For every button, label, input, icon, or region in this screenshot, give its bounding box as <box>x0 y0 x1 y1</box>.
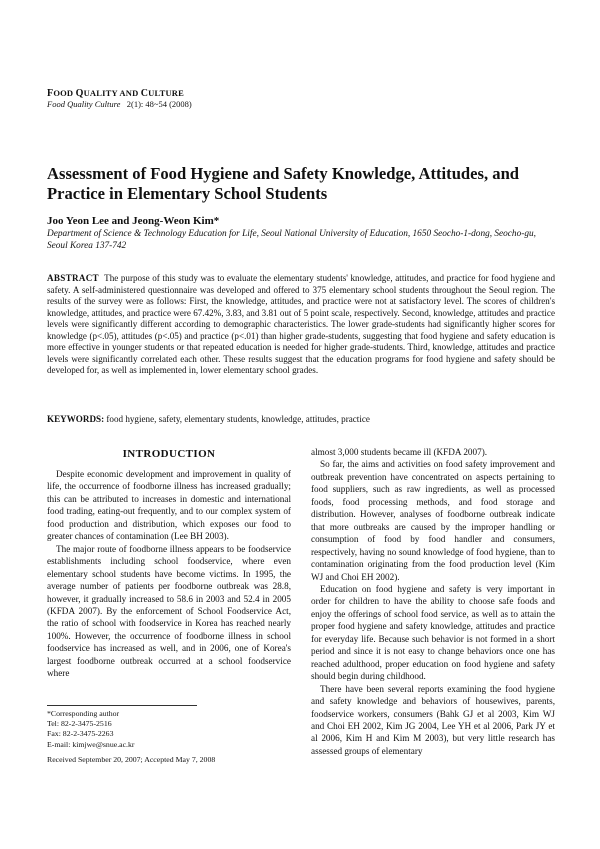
introduction-heading: INTRODUCTION <box>122 448 216 460</box>
keywords-text: food hygiene, safety, elementary students, knowledge, attitudes, practice <box>106 414 370 424</box>
journal-name: FOOD QUALITY AND CULTURE <box>47 88 185 99</box>
abstract <box>47 273 555 377</box>
keywords-label: KEYWORDS: <box>47 414 105 424</box>
paragraph: almost 3,000 students became ill (KFDA 2007). <box>311 447 488 457</box>
received-accepted-dates: Received September 20, 2007; Accepted May 7, 2008 <box>47 755 216 764</box>
paragraph: Despite economic development and improvement in quality of life, the occurrence of foodborne illness has increased gradually; this can be attributed to increases in domestic and international food trading, eating-out frequently, and to our complex system of food production and distribution, which exposes our food to greater chances of contamination (Lee BH 2003). <box>47 469 291 542</box>
corresponding-author-footnote <box>47 709 135 750</box>
paragraph: There have been several reports examining the food hygiene and safety knowledge and behaviors of housewives, parents, foodservice workers, consumers (Bahk GJ et al 2003, Kim WJ and Choi EH 2002, Kim JG 2004, Lee YH et al 2006, Park JY et al 2006, Kim H and Kim M 2003), but very little research has assessed groups of elementary <box>311 683 555 756</box>
paragraph: Education on food hygiene and safety is very important in order for children to have the ability to choose safe foods and enjoy the offerings of school food service, as well as to attain the proper food hygiene and safety knowledge, attitudes and practice for everyday life. Because such behavior is not formed in a short period and since it is not easy to change behaviors once one has reached adulthood, proper education on food hygiene and safety should begin during childhood. <box>311 583 555 682</box>
paragraph: So far, the aims and activities on food safety improvement and outbreak prevention have concentrated on aspects pertaining to food suppliers, such as raw ingredients, as well as processed foods, food processing methods, and food storage and distribution. However, analyses of foodborne outbreak indicate that more outbreaks are caused by the improper handling or consumption of food by food handler and consumers, respectively, having no sound knowledge of food hygiene, than to contamination originating from the food production level (Kim WJ and Choi EH 2002). <box>311 459 555 582</box>
keywords <box>47 413 555 425</box>
paper-title: Assessment of Food Hygiene and Safety Knowledge, Attitudes, and Practice in Elementary School Students <box>47 164 520 203</box>
abstract-text: The purpose of this study was to evaluate the elementary students' knowledge, attitudes, and practice for food hygiene and safety. A self-administered questionnaire was developed and offered to 375 elementary school students throughout the Seoul region. The results of the survey were as follows: First, the knowledge, attitudes, and practice were not at satisfactory level. The scores of children's knowledge, attitudes, and practice were 67.42%, 3.83, and 3.81 out of 5 point scale, respectively. Second, knowledge, attitudes and practice levels were significantly different according to demographic characteristics. The lower grade-students had significantly higher scores for knowledge (p<.05), attitudes (p<.05) and practice (p<.01) than higher grade-students, suggesting that food hygiene and safety education is more effective in younger students or that repeated education is needed for higher grade-students. Third, knowledge, attitudes and practice levels were significantly correlated each other. These results suggest that the education programs for food hygiene and safety should be developed for, as well as implemented in, lower elementary school grades. <box>47 273 555 376</box>
right-column <box>311 446 555 757</box>
author-affiliation: Department of Science & Technology Education for Life, Seoul National University of Education, 1650 Seocho-1-dong, Seocho-gu, Seoul Korea 137-742 <box>47 229 536 251</box>
abstract-label: ABSTRACT <box>47 273 99 283</box>
footnote-divider <box>47 705 197 706</box>
phone-number: Tel: 82-2-3475-2516 <box>47 719 112 729</box>
journal-header <box>47 88 192 110</box>
paper-authors: Joo Yeon Lee and Jeong-Weon Kim* <box>47 215 220 227</box>
email-address: E-mail: kimjwe@snue.ac.kr <box>47 739 135 749</box>
left-column <box>47 468 291 680</box>
fax-number: Fax: 82-2-3475-2263 <box>47 729 114 739</box>
journal-citation: Food Quality Culture 2(1): 48~54 (2008) <box>47 99 192 109</box>
paragraph: The major route of foodborne illness appears to be foodservice establishments including school foodservice, where even elementary school students have become victims. In 1995, the average number of patients per foodborne outbreak was 28.8, however, it gradually increased to 58.6 in 2003 and 52.4 in 2005 (KFDA 2007). By the enforcement of School Foodservice Act, the ratio of school with foodservice in Korea has reached nearly 100%. However, the occurrence of foodborne illness in school foodservice has increased as well, and in 2006, one of Korea's largest foodborne outbreak occurred at a school foodservice where <box>47 543 291 679</box>
corresponding-label: *Corresponding author <box>47 709 120 718</box>
